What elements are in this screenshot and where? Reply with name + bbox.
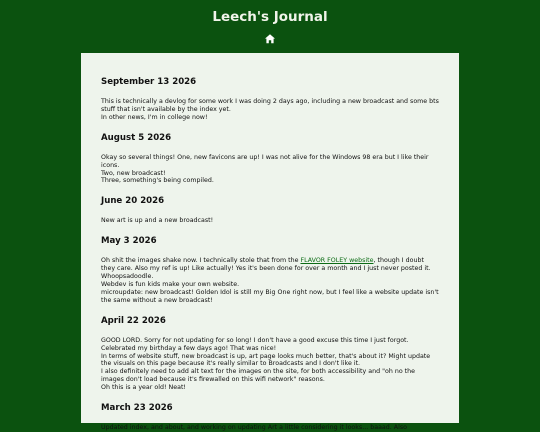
journal-entry	[101, 316, 439, 392]
entry-body	[101, 337, 439, 392]
entry-date: March 23 2026	[101, 403, 173, 414]
home-icon	[264, 33, 276, 45]
entry-line: Okay so several things! One, new favicons are up! I was not alive for the Windows 98 era but I like their icons.	[101, 153, 429, 169]
entry-body	[101, 154, 439, 186]
entry-line: In other news, I'm in college now!	[101, 113, 208, 121]
entry-line: Webdev is fun kids make your own website.	[101, 280, 240, 288]
entry-text: , though I doubt they care. Also my ref is up! Like actually! Yes it's been done for over a month and I just never posted it. Whoopsadoodle.	[101, 257, 431, 281]
home-link[interactable]	[264, 33, 276, 45]
entry-date: May 3 2026	[101, 236, 157, 247]
flavor-foley-link[interactable]: FLAVOR FOLEY website	[300, 257, 374, 265]
journal-entry	[101, 403, 439, 432]
journal-entry	[101, 133, 439, 186]
entry-line: Updated index, and about, and working on updating Art a little considering it looks... baaad. Also	[101, 424, 407, 432]
entry-body	[101, 257, 439, 304]
entry-date: August 5 2026	[101, 132, 172, 143]
entry-line: I also definitely need to add alt text for the images on the site, for both accessibility and "oh no the images don't load because it's firewalled on this wifi network" reasons.	[101, 368, 416, 384]
entry-body	[101, 424, 439, 432]
entry-line: In terms of website stuff, new broadcast is up, art page looks much better, that's about it? Might update the visuals on this page because it's really similar to Broadcasts and I don't like it.	[101, 352, 431, 368]
journal-entry	[101, 236, 439, 304]
entry-text: Oh shit the images shake now. I technically stole that from the	[101, 257, 301, 265]
entry-line: GOOD LORD. Sorry for not updating for so long! I don't have a good excuse this time I just forgot. Celebrated my birthday a few days ago! That was nice!	[101, 336, 409, 352]
entry-line: Two, new broadcast!	[101, 169, 166, 177]
entry-line: microupdate: new broadcast! Golden Idol is still my Big One right now, but I feel like a website update isn't the same without a new broadcast!	[101, 288, 439, 304]
entry-date: September 13 2026	[101, 77, 197, 87]
journal-entry	[101, 77, 439, 122]
journal-panel	[81, 53, 459, 432]
entry-line	[101, 257, 439, 281]
entry-date: April 22 2026	[101, 315, 166, 326]
entry-line: Three, something's being compiled.	[101, 177, 214, 185]
site-title: Leech's Journal	[212, 9, 328, 25]
entry-line: New art is up and a new broadcast!	[101, 217, 214, 225]
entry-line: This is technically a devlog for some work I was doing 2 days ago, including a new broadcast and some bts stuff that isn't available by the index yet.	[101, 98, 439, 113]
entry-line: Oh this is a year old! Neat!	[101, 384, 186, 392]
entry-body	[101, 217, 439, 225]
journal-entry	[101, 196, 439, 225]
entry-body	[101, 98, 439, 122]
entry-date: June 20 2026	[101, 196, 165, 207]
